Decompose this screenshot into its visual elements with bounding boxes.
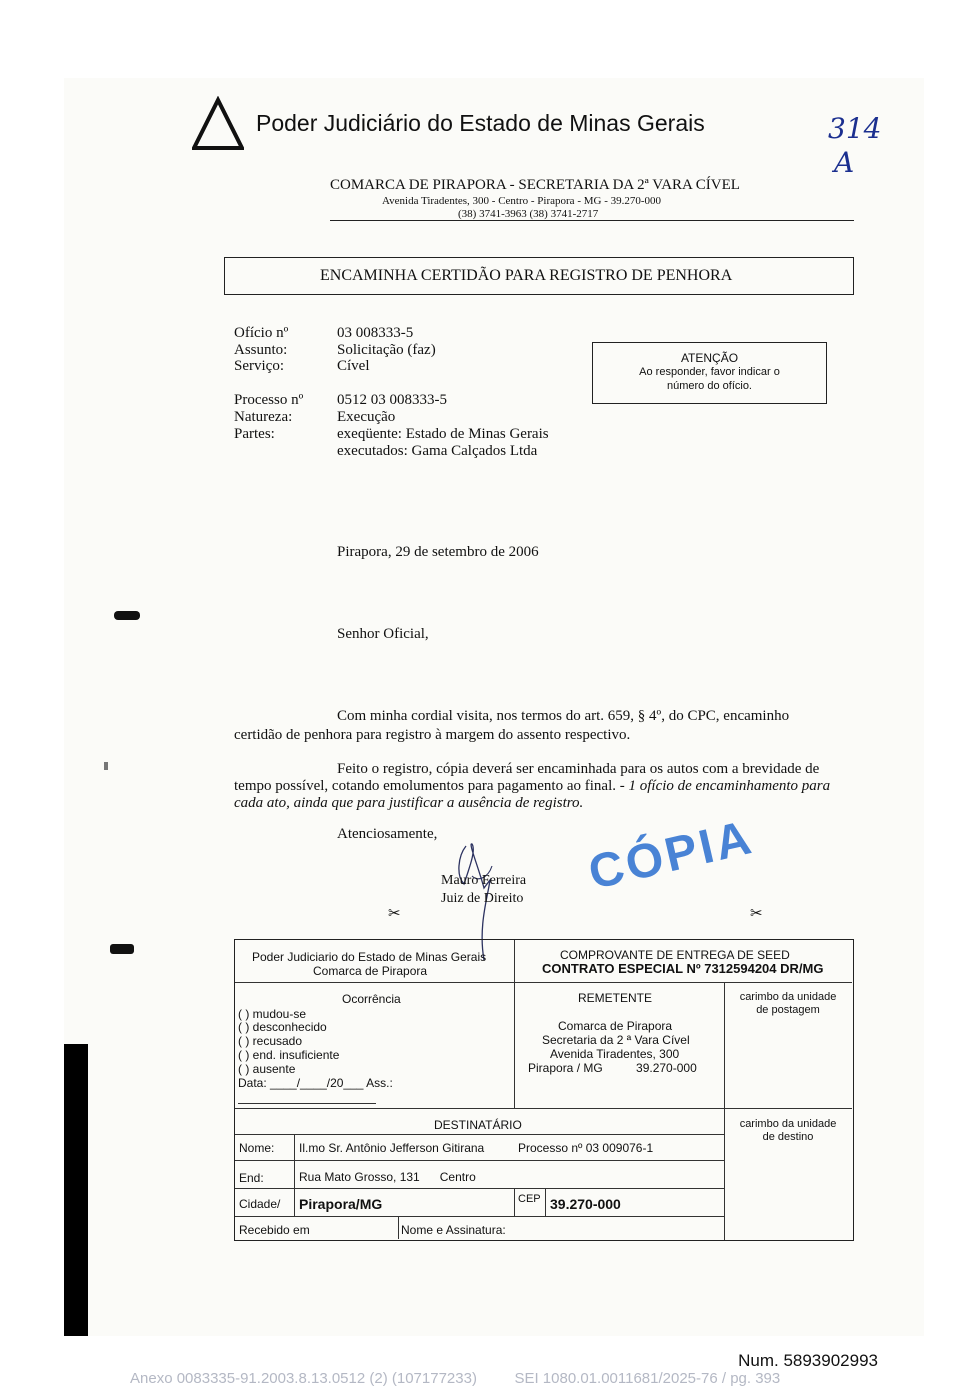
paragraph-2-line-2-text: tempo possível, cotando emolumentos para pagamento ao final. - <box>234 778 625 794</box>
carimbo-destino: carimbo da unidade de destino <box>739 1118 837 1143</box>
scissors-icon: ✂ <box>750 904 763 922</box>
servico-value: Cível <box>337 358 370 374</box>
end-label: End: <box>239 1171 264 1185</box>
natureza-label: Natureza: <box>234 409 293 425</box>
processo-value: 0512 03 008333-5 <box>337 392 447 408</box>
nome-value: Il.mo Sr. Antônio Jefferson Gitirana <box>299 1141 485 1155</box>
label-column-divider <box>294 1135 295 1216</box>
remetente-title: REMETENTE <box>578 991 653 1005</box>
receipt-left-header-2: Comarca de Pirapora <box>313 964 428 978</box>
cidade-value: Pirapora/MG <box>299 1196 383 1212</box>
natureza-value: Execução <box>337 409 396 425</box>
cep-value: 39.270-000 <box>550 1196 621 1212</box>
remetente-line-2: Secretaria da 2 ª Vara Cível <box>542 1033 690 1047</box>
end-value: Rua Mato Grosso, 131 Centro <box>299 1170 476 1184</box>
document-number: Num. 5893902993 <box>738 1351 878 1370</box>
partes-label: Partes: <box>234 426 275 442</box>
assunto-label: Assunto: <box>234 342 288 358</box>
receipt-mid-rule <box>235 1108 725 1109</box>
partes-value-1: exeqüente: Estado de Minas Gerais <box>337 426 549 442</box>
servico-label: Serviço: <box>234 358 284 374</box>
remetente-line-1: Comarca de Pirapora <box>558 1019 673 1033</box>
ocorrencia-option-ausente: ( ) ausente <box>238 1062 296 1076</box>
processo-label: Processo nº <box>234 392 304 408</box>
ocorrencia-option-recusado: ( ) recusado <box>238 1034 303 1048</box>
scan-mark <box>114 611 140 620</box>
receipt-right-header-1: COMPROVANTE DE ENTREGA DE SEED <box>560 948 790 962</box>
letter-closing: Atenciosamente, <box>337 826 438 842</box>
scan-mark <box>104 762 108 770</box>
cidade-label: Cidade/ <box>239 1197 281 1211</box>
cep-divider <box>514 1189 515 1216</box>
court-address: Avenida Tiradentes, 300 - Centro - Pirapora - MG - 39.270-000 <box>382 195 662 207</box>
oficio-label: Ofício nº <box>234 325 289 341</box>
paragraph-1-line-2: certidão de penhora para registro à margem do assento respectivo. <box>234 727 631 743</box>
paragraph-2-handwritten-note: 1 ofício de encaminhamento para <box>628 778 831 794</box>
receipt-left-header-1: Poder Judiciario do Estado de Minas Gerais <box>252 950 487 964</box>
annex-reference: Anexo 0083335-91.2003.8.13.0512 (2) (107177233) SEI 1080.01.0011681/2025-76 / pg. 393 <box>130 1370 781 1387</box>
court-phones: (38) 3741-3963 (38) 3741-2717 <box>458 208 599 220</box>
scan-mark <box>110 944 134 954</box>
assunto-value: Solicitação (faz) <box>337 342 436 358</box>
attention-line-2: número do ofício. <box>667 380 752 392</box>
scan-bar <box>64 1044 88 1336</box>
receipt-right-divider <box>724 983 725 1240</box>
paragraph-2-line-3: cada ato, ainda que para justificar a ausência de registro. <box>234 795 584 811</box>
paragraph-2-line-2 <box>234 778 830 795</box>
ocorrencia-title: Ocorrência <box>342 992 401 1006</box>
partes-value-2: executados: Gama Calçados Ltda <box>337 443 538 459</box>
letter-salutation: Senhor Oficial, <box>337 626 429 642</box>
ocorrencia-option-mudou: ( ) mudou-se <box>238 1007 307 1021</box>
signer-name: Mauro Ferreira <box>441 873 527 888</box>
copy-stamp: CÓPIA <box>583 810 759 901</box>
ocorrencia-option-endereco: ( ) end. insuficiente <box>238 1048 340 1062</box>
receipt-header-rule <box>235 982 852 983</box>
destinatario-rule-2 <box>235 1160 725 1161</box>
nome-label: Nome: <box>239 1141 275 1155</box>
signature-divider <box>398 1217 399 1239</box>
scissors-icon: ✂ <box>388 904 401 922</box>
destinatario-rule-3 <box>235 1188 725 1189</box>
destinatario-rule-1 <box>235 1134 725 1135</box>
cep-value-divider <box>545 1189 546 1216</box>
signer-title: Juiz de Direito <box>441 891 524 906</box>
assinatura-label: Nome e Assinatura: <box>401 1223 506 1237</box>
destinatario-rule-4 <box>235 1216 725 1217</box>
cep-label: CEP <box>518 1193 541 1205</box>
attention-line-1: Ao responder, favor indicar o <box>639 366 780 378</box>
court-name: COMARCA DE PIRAPORA - SECRETARIA DA 2ª VARA CÍVEL <box>330 177 740 193</box>
receipt-mid-rule-right <box>725 1108 852 1109</box>
recebido-label: Recebido em <box>239 1223 310 1237</box>
remetente-line-4: Pirapora / MG 39.270-000 <box>528 1061 697 1075</box>
paragraph-2-line-1: Feito o registro, cópia deverá ser encaminhada para os autos com a brevidade de <box>337 761 820 777</box>
letter-date: Pirapora, 29 de setembro de 2006 <box>337 544 539 560</box>
carimbo-postagem: carimbo da unidade de postagem <box>739 991 837 1016</box>
destinatario-title: DESTINATÁRIO <box>434 1118 522 1132</box>
paragraph-1-line-1: Com minha cordial visita, nos termos do art. 659, § 4º, do CPC, encaminho <box>337 708 790 724</box>
receipt-header-divider <box>514 940 515 1108</box>
attention-title: ATENÇÃO <box>680 351 739 365</box>
oficio-value: 03 008333-5 <box>337 325 414 341</box>
handwritten-page-number: 314 <box>828 112 882 145</box>
institution-title: Poder Judiciário do Estado de Minas Gerais <box>256 110 705 136</box>
ocorrencia-option-desconhecido: ( ) desconhecido <box>238 1020 327 1034</box>
remetente-line-3: Avenida Tiradentes, 300 <box>550 1047 680 1061</box>
judiciary-logo <box>192 96 244 152</box>
processo-destino: Processo nº 03 009076-1 <box>518 1141 654 1155</box>
document-title: ENCAMINHA CERTIDÃO PARA REGISTRO DE PENHORA <box>320 267 733 284</box>
data-assinatura-line: Data: ____/____/20___ Ass.: <box>238 1076 393 1090</box>
receipt-right-header-2: CONTRATO ESPECIAL Nº 7312594204 DR/MG <box>542 961 824 976</box>
handwritten-mark: A <box>834 146 855 179</box>
ass-underline <box>238 1103 376 1104</box>
header-rule <box>330 220 854 221</box>
